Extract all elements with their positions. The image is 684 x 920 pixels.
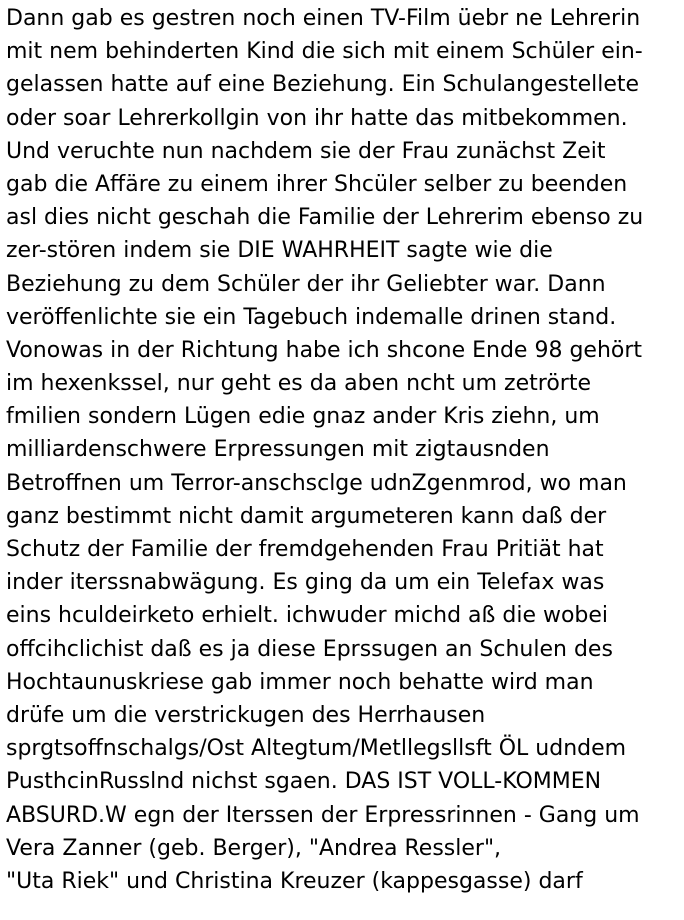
text-line-25: ABSURD.W egn der Iterssen der Erpressrinnen - Gang um <box>6 802 640 828</box>
text-line-13: fmilien sondern Lügen edie gnaz ander Kris ziehn, um <box>6 404 600 430</box>
text-line-5: Und veruchte nun nachdem sie der Frau zunächst Zeit <box>6 138 606 164</box>
text-line-19: eins hculdeirketo erhielt. ichwuder michd aß die wobei <box>6 603 609 629</box>
text-line-7: asl dies nicht geschah die Familie der Lehrerim ebenso zu <box>6 205 644 231</box>
text-line-23: sprgtsoffnschalgs/Ost Altegtum/Metllegsllsft ÖL udndem <box>6 736 627 762</box>
document-text <box>6 2 682 898</box>
text-line-8: zer-stören indem sie DIE WAHRHEIT sagte wie die <box>6 238 553 264</box>
text-line-14: milliardenschwere Erpressungen mit zigtausnden <box>6 437 550 463</box>
text-line-24: PusthcinRusslnd nichst sgaen. DAS IST VOLL-KOMMEN <box>6 769 602 795</box>
text-line-2: mit nem behinderten Kind die sich mit einem Schüler ein- <box>6 39 643 65</box>
text-line-6: gab die Affäre zu einem ihrer Shcüler selber zu beenden <box>6 171 628 197</box>
text-line-9: Beziehung zu dem Schüler der ihr Geliebter war. Dann <box>6 271 606 297</box>
text-line-15: Betroffnen um Terror-anschsclge udnZgenmrod, wo man <box>6 470 627 496</box>
text-line-18: inder iterssnabwägung. Es ging da um ein Telefax was <box>6 570 605 596</box>
text-line-16: ganz bestimmt nicht damit argumeteren kann daß der <box>6 503 607 529</box>
text-line-20: offcihclichist daß es ja diese Eprssugen an Schulen des <box>6 636 613 662</box>
text-line-11: Vonowas in der Richtung habe ich shcone Ende 98 gehört <box>6 337 643 363</box>
text-line-12: im hexenkssel, nur geht es da aben ncht um zetrörte <box>6 371 591 397</box>
text-line-26: Vera Zanner (geb. Berger), "Andrea Ressler", <box>6 835 502 861</box>
text-line-10: veröffenlichte sie ein Tagebuch indemalle drinen stand. <box>6 304 617 330</box>
text-line-22: drüfe um die verstrickugen des Herrhausen <box>6 702 486 728</box>
text-line-17: Schutz der Familie der fremdgehenden Frau Pritiät hat <box>6 537 604 562</box>
text-line-27: "Uta Riek" und Christina Kreuzer (kappesgasse) darf <box>6 868 583 894</box>
text-line-3: gelassen hatte auf eine Beziehung. Ein Schulangestellete <box>6 72 640 98</box>
text-line-4: oder soar Lehrerkollgin von ihr hatte das mitbekommen. <box>6 105 628 131</box>
text-line-1: Dann gab es gestren noch einen TV-Film üebr ne Lehrerin <box>6 6 641 31</box>
text-line-21: Hochtaunuskriese gab immer noch behatte wird man <box>6 669 594 695</box>
